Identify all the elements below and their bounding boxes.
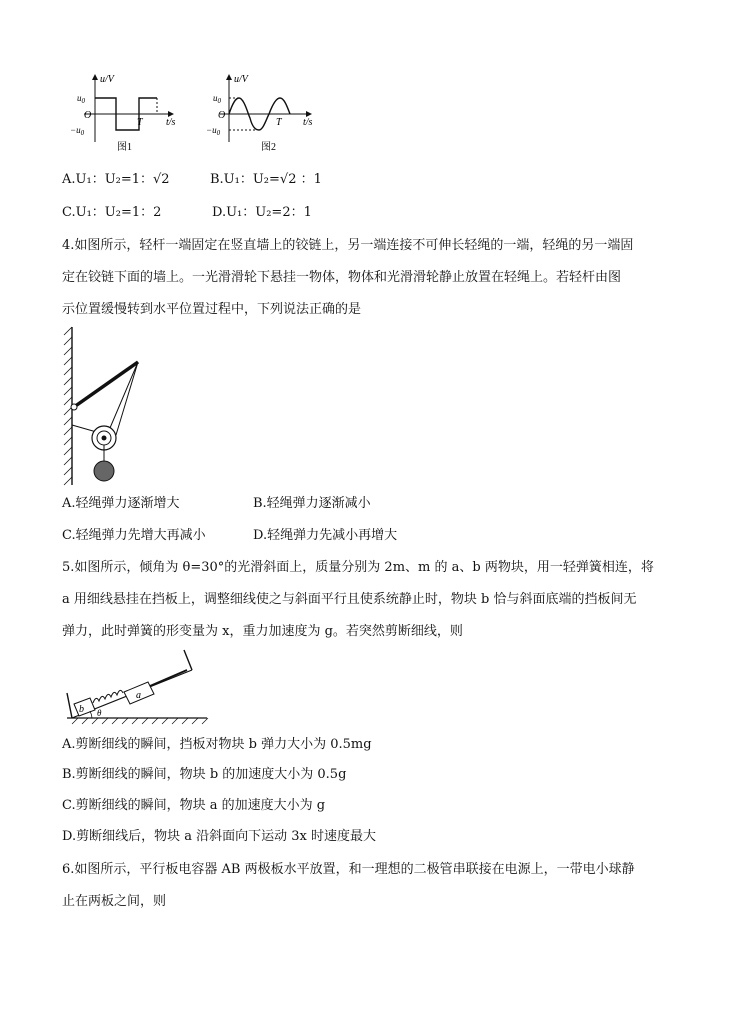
q5-option-a: A.剪断细线的瞬间，挡板对物块 b 弹力大小为 0.5mg — [62, 737, 372, 752]
q4-option-b: B.轻绳弹力逐渐减小 — [253, 496, 371, 511]
figure-2-sine-wave — [206, 70, 336, 155]
q5-option-b: B.剪断细线的瞬间，物块 b 的加速度大小为 0.5g — [62, 767, 347, 782]
light-rope — [72, 362, 138, 435]
fig1-caption: 图1 — [117, 142, 132, 153]
q6-stem-line-2: 止在两板之间，则 — [62, 894, 167, 909]
fig1-y-label: u/V — [100, 74, 114, 85]
fig1-t-label: t/s — [166, 117, 176, 128]
fig1-y-arrow — [92, 74, 98, 80]
fig2-y-arrow — [226, 74, 232, 80]
top-baffle — [184, 650, 192, 670]
q4-stem-line-3: 示位置缓慢转到水平位置过程中，下列说法正确的是 — [62, 302, 362, 317]
block-a-label: a — [136, 690, 141, 701]
fig1-neg-u0: $-u_0$ — [70, 125, 85, 137]
hanging-object — [94, 461, 114, 481]
q3-option-c: C.U₁：U₂=1：2 — [62, 205, 162, 220]
q3-option-d: D.U₁：U₂=2：1 — [212, 205, 312, 220]
q4-stem-line-1: 4.如图所示，轻杆一端固定在竖直墙上的铰链上，另一端连接不可伸长轻绳的一端，轻绳的另一端固 — [62, 238, 634, 253]
q5-option-c: C.剪断细线的瞬间，物块 a 的加速度大小为 g — [62, 798, 326, 813]
q4-figure-rod-rope-pulley — [60, 325, 150, 490]
hinge — [71, 404, 77, 410]
fig2-T: T — [276, 117, 282, 128]
block-b-label: b — [79, 704, 84, 715]
q3-option-b: B.U₁：U₂=√2 ：1 — [210, 172, 322, 187]
q4-option-a: A.轻绳弹力逐渐增大 — [62, 496, 180, 511]
fig2-u0: $u_0$ — [213, 93, 221, 105]
fig1-origin: O — [84, 110, 92, 121]
q5-stem-line-2: a 用细线悬挂在挡板上，调整细线使之与斜面平行且使系统静止时，物块 b 恰与斜面底端的挡板间无 — [62, 592, 637, 607]
fig1-T: T — [137, 117, 143, 128]
fig2-caption: 图2 — [261, 142, 276, 153]
ground-hatching — [72, 718, 208, 724]
theta-label: θ — [97, 708, 102, 718]
q4-option-d: D.轻绳弹力先减小再增大 — [253, 528, 398, 543]
block-b — [74, 698, 95, 716]
spring — [93, 690, 123, 703]
thin-thread — [150, 670, 187, 686]
bottom-baffle — [67, 693, 72, 718]
angle-arc — [90, 711, 92, 718]
fig2-t-label: t/s — [303, 117, 313, 128]
q5-option-d: D.剪断细线后，物块 a 沿斜面向下运动 3x 时速度最大 — [62, 829, 376, 844]
figure-1-square-wave — [60, 70, 190, 155]
fig2-neg-u0: $-u_0$ — [206, 125, 221, 137]
fig1-u0: $u_0$ — [77, 93, 85, 105]
q5-figure-incline — [62, 648, 212, 726]
q4-option-c: C.轻绳弹力先增大再减小 — [62, 528, 206, 543]
fig2-origin: O — [218, 110, 226, 121]
q6-stem-line-1: 6.如图所示，平行板电容器 AB 两极板水平放置，和一理想的二极管串联接在电源上，一带电小球静 — [62, 862, 635, 877]
q5-stem-line-3: 弹力，此时弹簧的形变量为 x，重力加速度为 g。若突然剪断细线，则 — [62, 624, 463, 639]
q5-stem-line-1: 5.如图所示，倾角为 θ=30°的光滑斜面上，质量分别为 2m、m 的 a、b 两物块，用一轻弹簧相连，将 — [62, 560, 654, 575]
q4-stem-line-2: 定在铰链下面的墙上。一光滑滑轮下悬挂一物体，物体和光滑滑轮静止放置在轻绳上。若轻杆由图 — [62, 270, 622, 285]
fig2-y-label: u/V — [234, 74, 248, 85]
q3-option-a: A.U₁：U₂=1：√2 — [62, 172, 170, 187]
